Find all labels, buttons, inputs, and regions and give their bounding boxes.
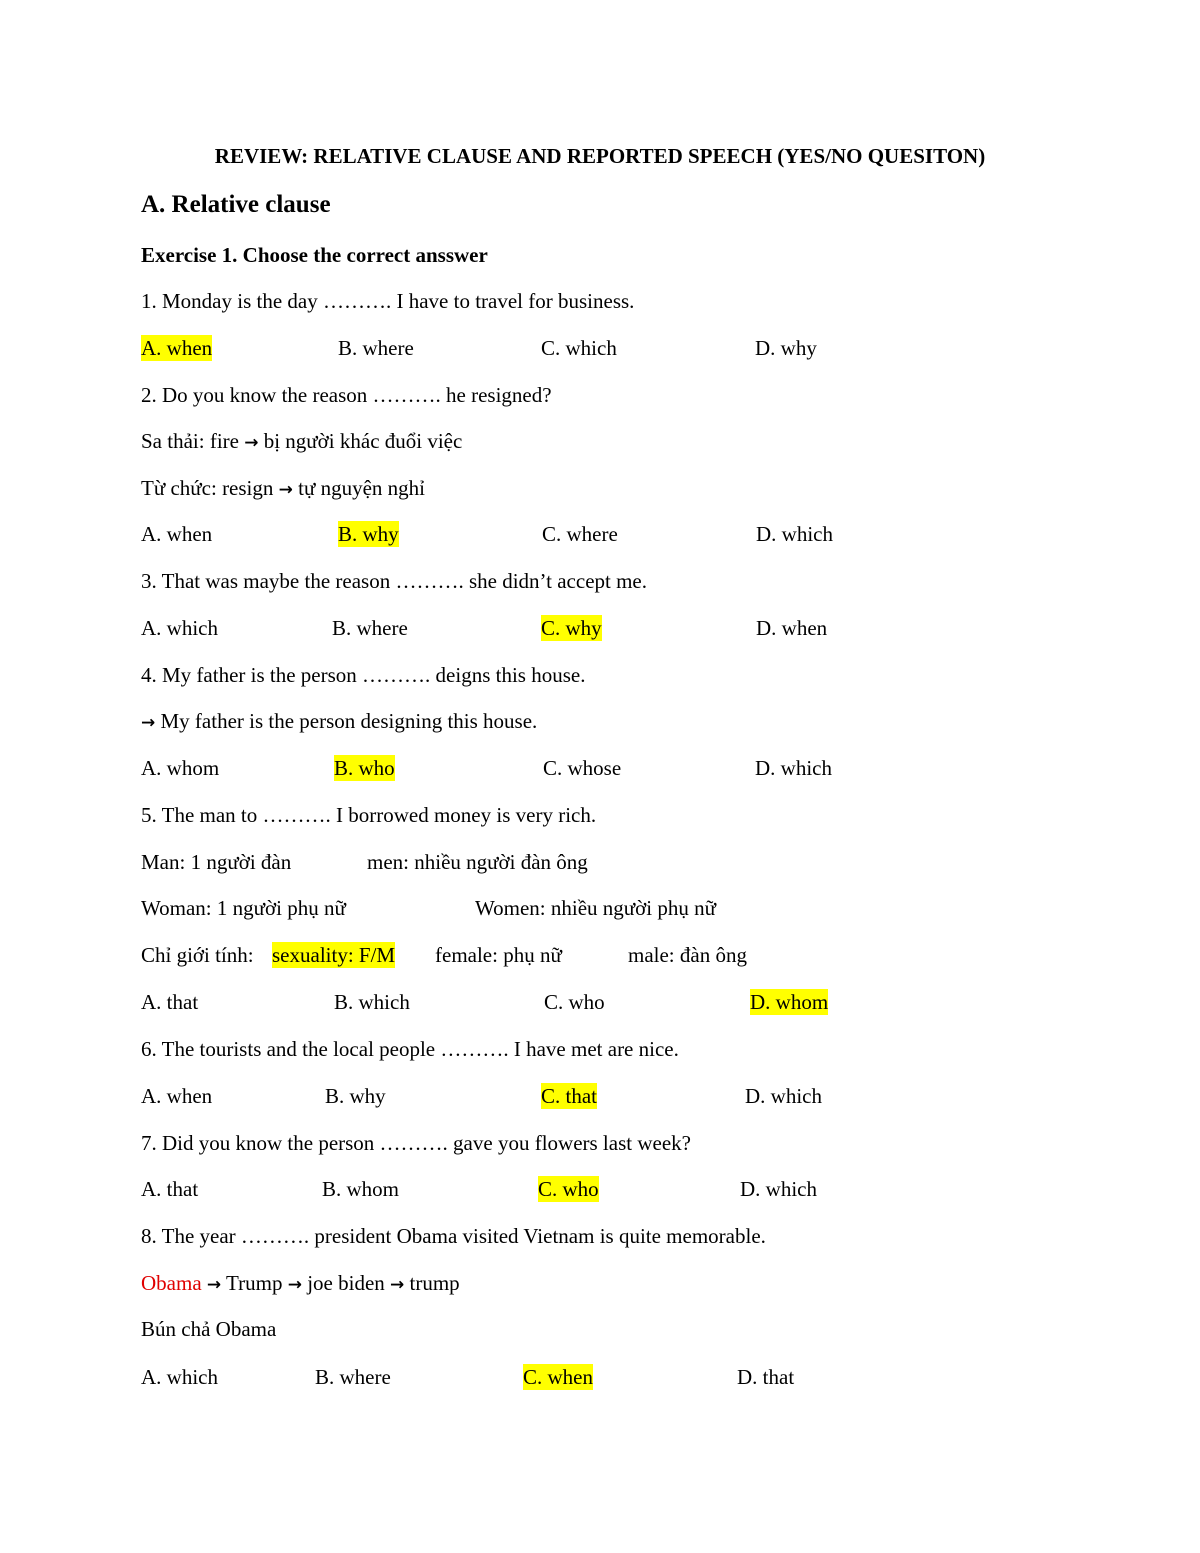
q7-option-a: A. that [141,1177,199,1201]
question-3: 3. That was maybe the reason ………. she didn’t accept me. [141,569,647,593]
note-biden: joe biden [307,1271,385,1295]
q4-option-d: D. which [755,756,832,780]
q5-option-d-answer: D. whom [750,990,829,1014]
q4-option-b-answer: B. who [334,756,395,780]
q2-option-c: C. where [542,522,618,546]
q8-option-c-answer: C. when [523,1365,593,1389]
q6-option-a: A. when [141,1084,213,1108]
note-term: Sa thải: fire [141,429,239,453]
note-meaning: bị người khác đuổi việc [263,429,463,453]
question-2: 2. Do you know the reason ………. he resigned? [141,383,552,407]
q1-option-c: C. which [541,336,617,360]
document-title: REVIEW: RELATIVE CLAUSE AND REPORTED SPEECH (YES/NO QUESITON) [214,144,986,168]
q5-option-a: A. that [141,990,199,1014]
q4-option-a: A. whom [141,756,220,780]
q3-option-b: B. where [332,616,408,640]
note-meaning: tự nguyện nghỉ [298,476,426,500]
q5-note-men: men: nhiều người đàn ông [367,850,588,874]
question-6: 6. The tourists and the local people ………. I have met are nice. [141,1037,679,1061]
right-arrow-icon: → [244,433,259,453]
q8-option-b: B. where [315,1365,391,1389]
note-obama: Obama [141,1271,202,1295]
q3-option-c-answer: C. why [541,616,602,640]
q5-note-male: male: đàn ông [628,943,747,967]
section-heading-a: A. Relative clause [141,191,331,218]
q2-option-d: D. which [756,522,833,546]
question-7: 7. Did you know the person ………. gave you flowers last week? [141,1131,691,1155]
q5-note-woman: Woman: 1 người phụ nữ [141,896,346,920]
q2-note-fire [141,428,462,456]
note-trump: Trump [226,1271,283,1295]
q5-note-gender-label: Chỉ giới tính: [141,943,254,967]
q6-option-b: B. why [325,1084,386,1108]
right-arrow-icon: → [287,1275,302,1295]
right-arrow-icon: → [278,480,293,500]
q2-option-b-answer: B. why [338,522,399,546]
q4-option-c: C. whose [543,756,622,780]
question-4: 4. My father is the person ………. deigns this house. [141,663,586,687]
q3-option-a: A. which [141,616,218,640]
q1-option-b: B. where [338,336,414,360]
q7-option-d: D. which [740,1177,817,1201]
q8-note-bun-cha: Bún chả Obama [141,1317,277,1341]
q3-option-d: D. when [756,616,828,640]
q8-option-a: A. which [141,1365,218,1389]
q5-note-female: female: phụ nữ [435,943,562,967]
q5-note-man: Man: 1 người đàn [141,850,292,874]
q8-note-presidents [141,1270,460,1298]
question-8: 8. The year ………. president Obama visited Vietnam is quite memorable. [141,1224,766,1248]
q1-option-a-answer: A. when [141,336,213,360]
q5-note-sexuality: sexuality: F/M [272,943,396,967]
q6-option-c-answer: C. that [541,1084,597,1108]
note-trump-2: trump [409,1271,460,1295]
exercise-1-heading: Exercise 1. Choose the correct ansswer [141,243,488,267]
right-arrow-icon: → [390,1275,405,1295]
question-5: 5. The man to ………. I borrowed money is very rich. [141,803,597,827]
q5-note-women: Women: nhiều người phụ nữ [475,896,716,920]
question-1: 1. Monday is the day ………. I have to travel for business. [141,289,635,313]
q8-option-d: D. that [737,1365,795,1389]
q5-option-c: C. who [544,990,605,1014]
q4-note [141,708,537,736]
q6-option-d: D. which [745,1084,822,1108]
q2-note-resign [141,475,425,503]
note-text: My father is the person designing this house. [160,709,538,733]
q1-option-d: D. why [755,336,817,360]
q7-option-b: B. whom [322,1177,400,1201]
right-arrow-icon: → [206,1275,222,1295]
q5-option-b: B. which [334,990,410,1014]
note-term: Từ chức: resign [141,476,274,500]
q7-option-c-answer: C. who [538,1177,599,1201]
q2-option-a: A. when [141,522,213,546]
right-arrow-icon: → [141,713,156,733]
